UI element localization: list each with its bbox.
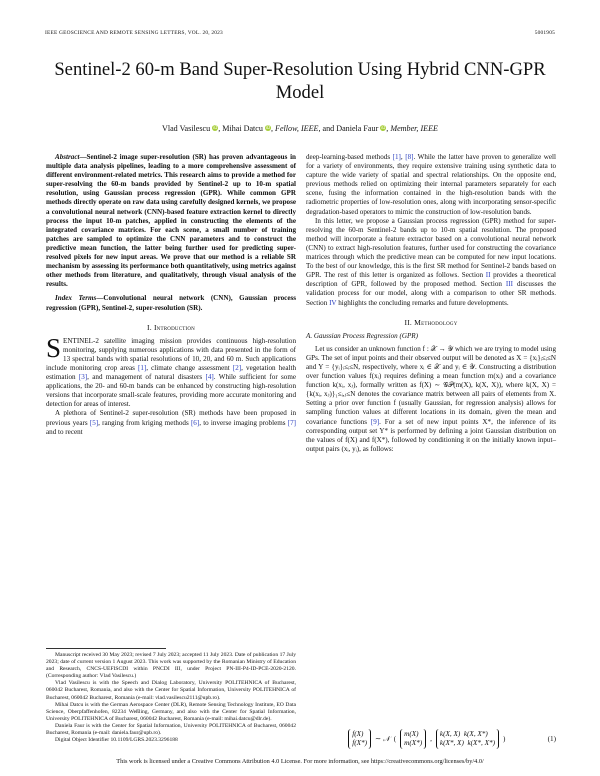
author-line: Vlad Vasilescu iD, Mihai Datcu iD, Fellow, IEEE, and Daniela Faur iD, Member, IEEE <box>161 124 438 133</box>
journal-header: IEEE GEOSCIENCE AND REMOTE SENSING LETTERS, VOL. 20, 2023 <box>45 30 223 36</box>
intro-paragraph-1: SENTINEL-2 satellite imaging mission provides continuous high-resolution monitoring, supplying numerous applications with data presented in the form of 13 spectral bands with spatial resolutions of 10, 20, and 60 m. Such applications include monitoring crop areas [1], climate change assessment [2], vegetation health estimation [3], and management of natural disasters [4]. While sufficient for some applications, the 20- and 60-m bands can be enhanced by constructing high-resolution versions that incorporate small-scale features, providing more accurate monitoring and detection for areas of interest. <box>46 332 296 409</box>
right-column <box>306 153 556 454</box>
author-2: Mihai Datcu <box>222 124 263 133</box>
drop-cap: S <box>46 332 62 363</box>
footnotes <box>46 652 296 744</box>
citation-link[interactable]: [5] <box>89 418 99 427</box>
footnote-author-1: Vlad Vasilescu is with the Speech and Dialog Laboratory, University POLITEHNICA of Bucharest, 060042 Bucharest, Romania, and also with the Center for Spatial Information, University POLITEHNICA of Bucharest, 060042 Bucharest, Romania (e-mail: vlad.vasilescu2111@upb.ro). <box>46 680 296 701</box>
footnote-author-3: Daniela Faur is with the Center for Spatial Information, University POLITEHNICA of Bucharest, 060042 Bucharest, Romania (e-mail: daniela.faur@upb.ro). <box>46 722 296 737</box>
equation-lhs-vector: f(X) f(X*) <box>348 729 371 749</box>
index-terms: Index Terms—Convolutional neural network (CNN), Gaussian process regression (GPR), Sentinel-2, super-resolution (SR). <box>46 294 297 312</box>
paper-title: Sentinel-2 60-m Band Super-Resolution Using Hybrid CNN-GPR Model <box>54 59 546 103</box>
footnote-doi: Digital Object Identifier 10.1109/LGRS.2023.3296188 <box>55 737 178 744</box>
citation-link[interactable]: [7] <box>287 418 296 427</box>
equation-1: f(X) f(X*) ∼ 𝒩 ( m(X) m(X*) , k(X, X) k(X, X*) k(X*, X) k(X*, X*) ) (1) <box>306 724 556 754</box>
footnote-rule <box>46 648 166 649</box>
orcid-icon[interactable]: iD <box>213 125 218 130</box>
citation-link[interactable]: [4] <box>205 373 214 382</box>
orcid-icon[interactable]: iD <box>381 125 386 130</box>
abstract: Abstract—Sentinel-2 image super-resolution (SR) has proven advantageous in multiple data analysis pipelines, leading to a more comprehensive assessment of different environment-related metrics. This research aims to provide a method for super-resolving the 60-m bands provided by Sentinel-2 up to 10-m spatial resolution, using Gaussian process regression (GPR). While common GPR methods directly operate on raw data using carefully designed kernels, we propose a convolutional neural network (CNN)-based feature extraction kernel to directly process the input 10-m patches, applied in constructing the elements of the integrated covariance matrices. For each scene, a small number of training patches are sampled to optimize the CNN parameters and to construct the predictive mean function, the latter being further used for predicting super-resolved pixels for new input areas. We prove that our method is a reliable SR mechanism by assessing its performance both quantitatively, using metrics against other methods from literature, and qualitatively, through visual analysis of the results. <box>46 153 296 289</box>
citation-link[interactable]: [1] <box>392 153 401 161</box>
citation-link[interactable]: [8] <box>405 153 414 161</box>
section-link[interactable]: II <box>485 271 491 280</box>
author-1: Vlad Vasilescu <box>161 124 211 133</box>
left-column <box>46 153 296 437</box>
equation-mean-vector: m(X) m(X*) <box>400 729 426 749</box>
equation-number: (1) <box>547 735 556 743</box>
author-2-role: Fellow, IEEE <box>275 124 319 133</box>
citation-link[interactable]: [6] <box>190 418 200 427</box>
intro-paragraph-4: In this letter, we propose a Gaussian process regression (GPR) method for super-resolving the 60-m Sentinel-2 bands up to 10-m spatial resolution. The proposed method will incorporate a feature extractor based on a convolutional neural network (CNN) to extract high-resolution features, further used for constructing the covariance matrices through which the predictive mean can be computed for new input locations. To the best of our knowledge, this is the first SR method for Sentinel-2 bands based on GPR. The rest of this letter is organized as follows. Section II provides a theoretical description of GPR, followed by the proposed method. Section III discusses the validation process for our model, along with a comparison to other SR methods. Section IV highlights the concluding remarks and future developments. <box>306 216 556 307</box>
citation-link[interactable]: [2] <box>232 363 242 372</box>
footnote-manuscript: Manuscript received 30 May 2023; revised 7 July 2023; accepted 11 July 2023. Date of publication 17 July 2023; date of current version 1 August 2023. This work was supported by the Romanian Ministry of Education and Research, CNCS-UEFISCDI within PNCDI III, under Project PN-III-P4-ID-PCE-2020-2120. (Corresponding author: Vlad Vasilescu.) <box>46 652 296 680</box>
citation-link[interactable]: [1] <box>137 363 147 372</box>
gpr-paragraph: Let us consider an unknown function f : 𝒳 → 𝒴 which we are trying to model using GPs. The set of input points and their observed output will be denoted as X = {xᵢ}ᵢ≤ᵢ≤N and Y = {yᵢ}ᵢ≤ᵢ≤N, respectively, where xᵢ ∈ 𝒳 and yᵢ ∈ 𝒴. Constructing a distribution over function values f(xᵢ) requires defining a mean function m(xᵢ) and a covariance function k(xᵢ, xⱼ), formally written as f(X) ∼ 𝒢𝒫(m(X), k(X, X)), where k(X, X) = {k(xᵢ, xⱼ)}₁≤ᵢ,ⱼ≤N denotes the covariance matrix between all pairs of elements from X. Setting a prior over function f (usually Gaussian, for regression analysis) allows for sampling function values at different locations in its domain, given the mean and covariance functions [9]. For a set of new input points X*, the inference of its corresponding output set Y* is performed by defining a joint Gaussian distribution on the values of f(X) and f(X*), followed by conditioning it on the initially known input–output pairs (xᵢ, yᵢ), as follows: <box>306 344 556 453</box>
section-heading-introduction: I. Introduction <box>147 322 195 332</box>
equation-covariance-matrix: k(X, X) k(X, X*) k(X*, X) k(X*, X*) <box>436 729 499 749</box>
author-3: Daniela Faur <box>336 124 379 133</box>
author-3-role: Member, IEEE <box>390 124 438 133</box>
section-link[interactable]: III <box>505 280 514 289</box>
section-heading-methodology: II. Methodology <box>404 317 458 327</box>
citation-link[interactable]: [3] <box>78 373 88 382</box>
footnote-author-2: Mihai Datcu is with the German Aerospace Center (DLR), Remote Sensing Technology Institute, EO Data Science, Oberpfaffenhofen, 82234 Weßling, Germany, and also with the Center for Spatial Information, University POLITEHNICA of Bucharest, 060042 Bucharest, Romania (e-mail: mihai.datcu@dlr.de). <box>46 701 296 722</box>
citation-link[interactable]: [9] <box>370 417 380 426</box>
equation-normal-symbol: ∼ 𝒩 <box>375 735 390 743</box>
section-link[interactable]: IV <box>329 298 337 307</box>
intro-paragraph-2: A plethora of Sentinel-2 super-resolution (SR) methods have been proposed in previous years [5], ranging from kriging methods [6], to inverse imaging problems [7] and to recent <box>46 409 296 436</box>
orcid-icon[interactable]: iD <box>265 125 271 130</box>
license-notice: This work is licensed under a Creative Commons Attribution 4.0 License. For more information, see https://creativecommons.org/licenses/by/4.0/ <box>116 758 484 765</box>
subsection-heading-gpr: A. Gaussian Process Regression (GPR) <box>306 331 418 340</box>
article-number: 5001905 <box>534 30 555 36</box>
running-header <box>45 30 555 36</box>
intro-paragraph-3: deep-learning-based methods [1], [8]. While the latter have proven to generalize well for a variety of environments, they require extensive training using synthetic data to capture the wide variety of spatial and spectral relationships. On the opposite end, previous methods relied on optimizing their internal parameters separately for each scene, fusing the information contained in the high-resolution bands with the radiometric properties of low-resolution ones, along with incorporating sensor-specific degradation-based operators to mimic the construction of low-resolution bands. <box>306 153 556 216</box>
